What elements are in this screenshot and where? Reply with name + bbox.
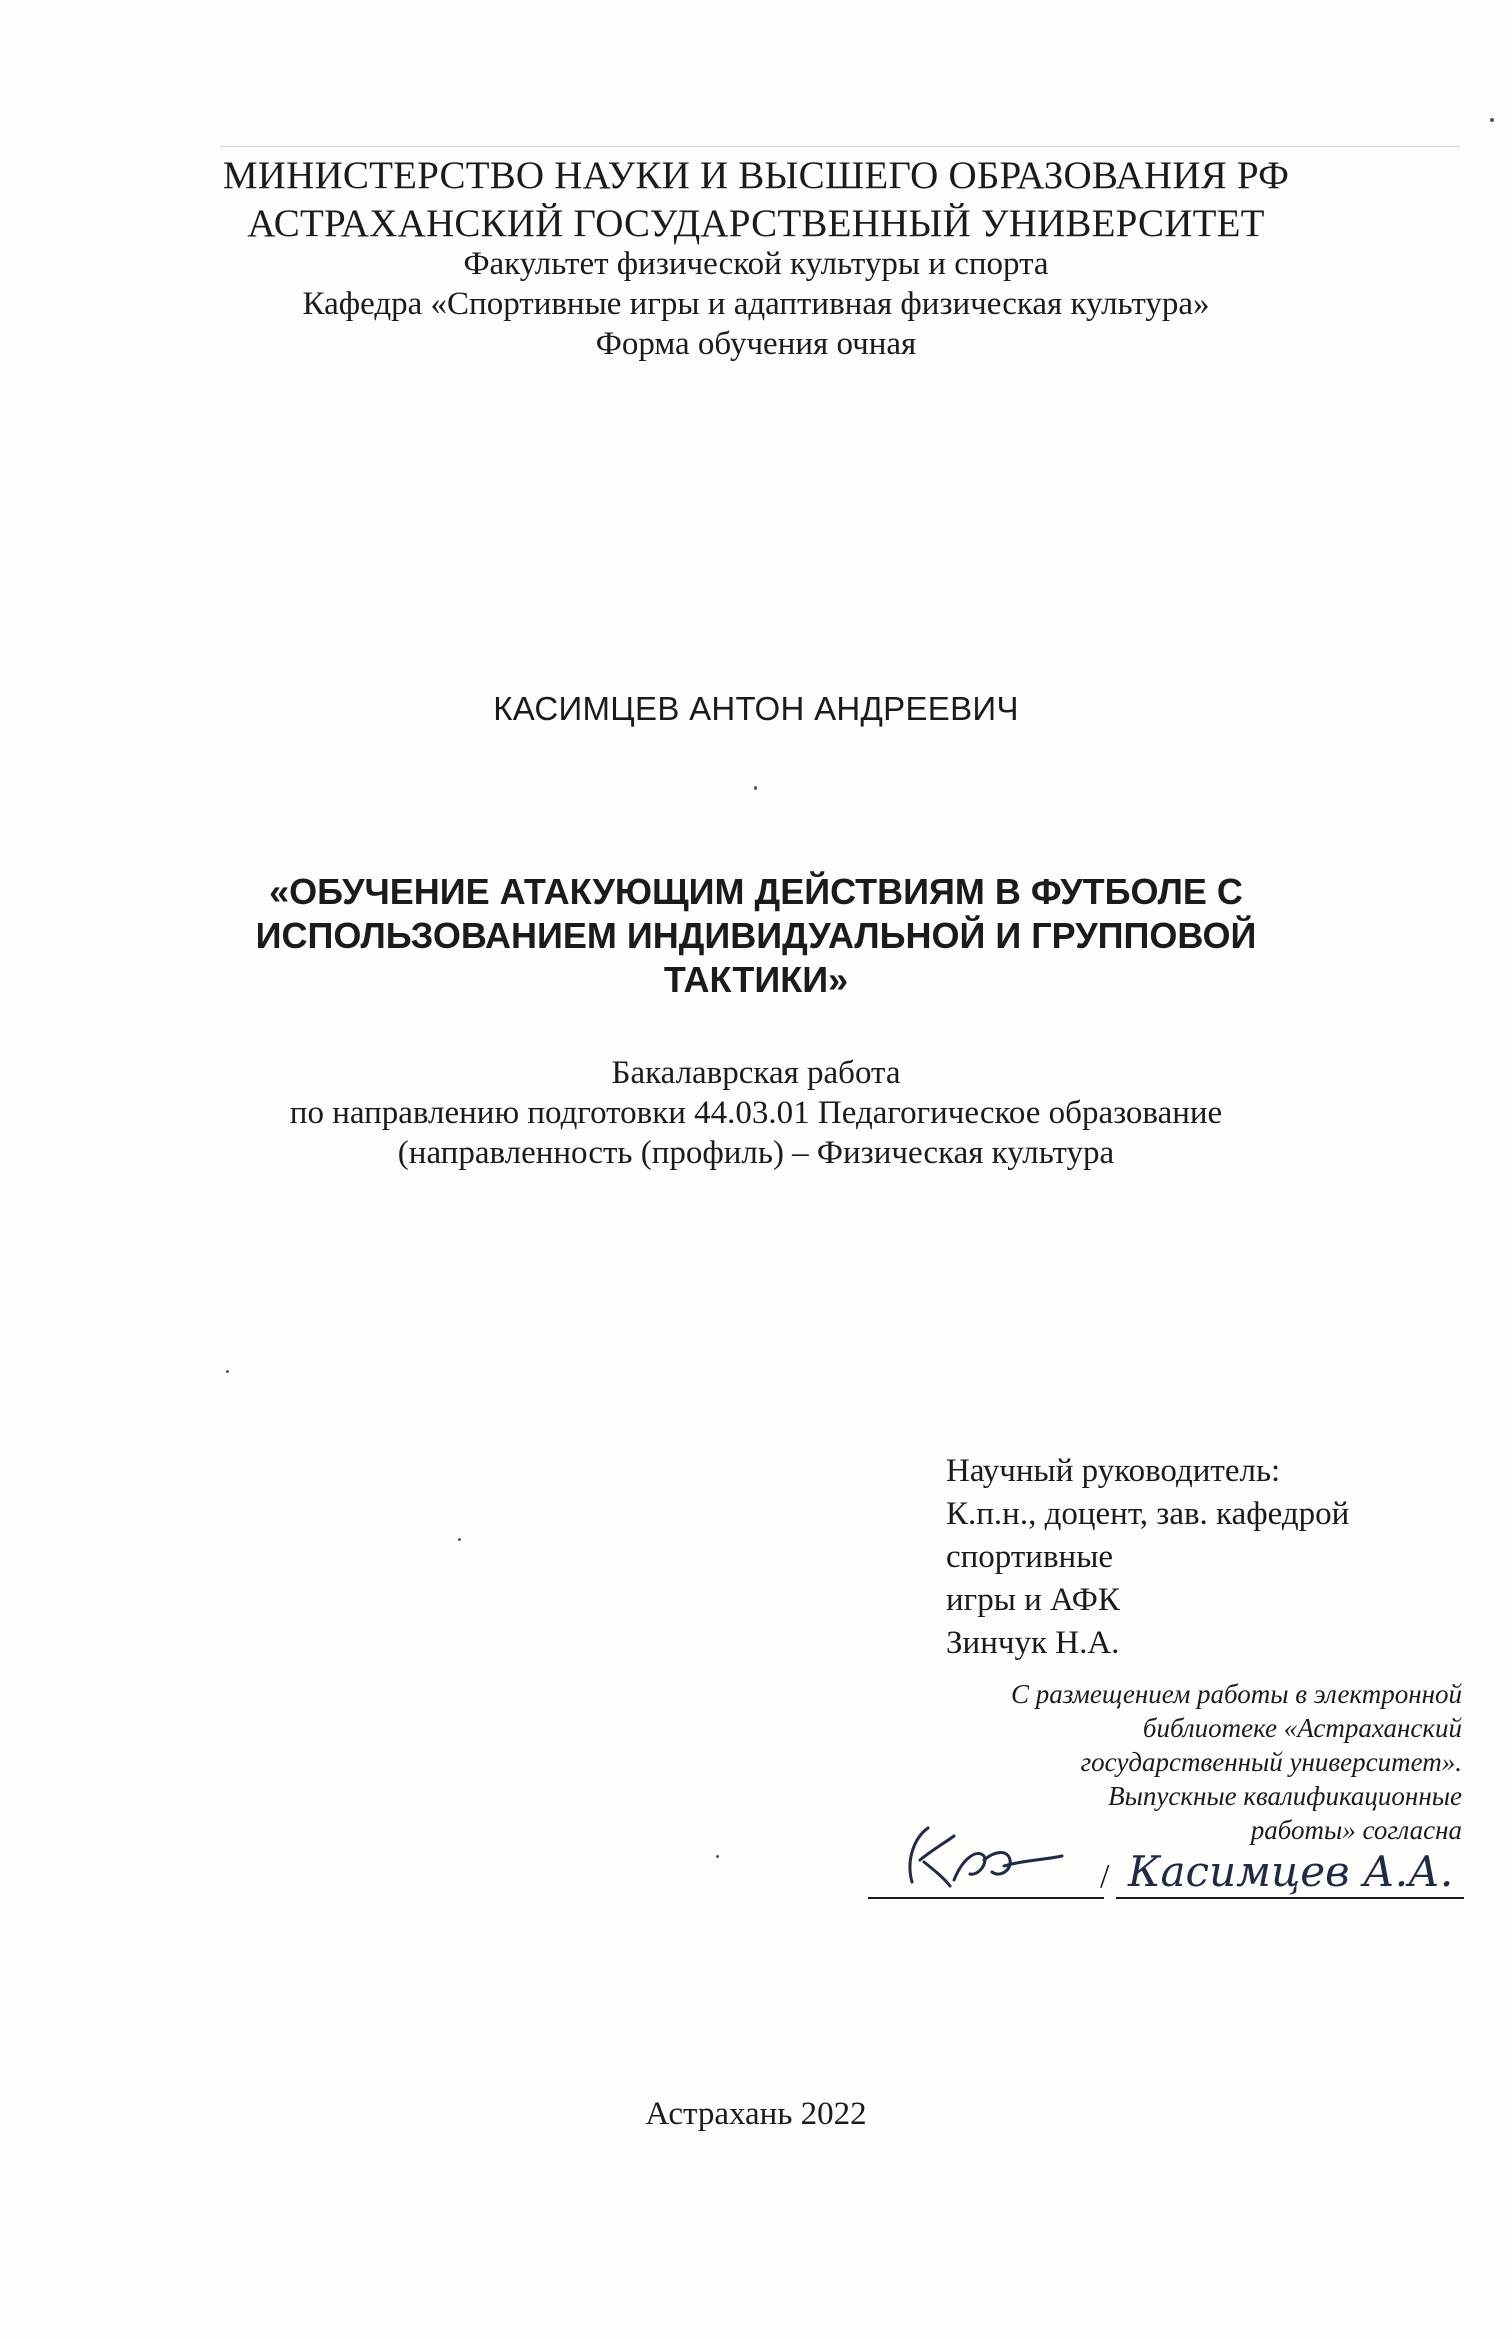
city-year: Астрахань 2022 (645, 2096, 867, 2132)
work-type: Бакалаврская работа (611, 1055, 901, 1091)
signature-row (864, 1828, 1464, 1908)
top-divider (220, 146, 1460, 147)
signature-mark (884, 1820, 1104, 1900)
work-direction: по направлению подготовки 44.03.01 Педагогическое образование (289, 1095, 1223, 1131)
paper-speck (226, 1370, 229, 1373)
paper-speck (1490, 118, 1494, 122)
consent-line-5: работы» согласна (1250, 1815, 1462, 1845)
name-line (1116, 1897, 1464, 1899)
supervisor-block (946, 1450, 1349, 1665)
consent-line-3: государственный университет». (1080, 1747, 1462, 1777)
signature-separator: / (1100, 1858, 1110, 1895)
thesis-title (200, 870, 1312, 1002)
signature-line (868, 1897, 1104, 1899)
header-faculty (0, 244, 1512, 364)
handwritten-name-text: Касимцев А.А. (1128, 1847, 1454, 1896)
department-line: Кафедра «Спортивные игры и адаптивная физическая культура» (302, 286, 1210, 322)
supervisor-position-2: спортивные (946, 1539, 1114, 1575)
ministry-line: МИНИСТЕРСТВО НАУКИ И ВЫСШЕГО ОБРАЗОВАНИЯ РФ (222, 154, 1290, 197)
header-institution (0, 152, 1512, 248)
supervisor-name: Зинчук Н.А. (946, 1625, 1120, 1661)
title-line-1: «ОБУЧЕНИЕ АТАКУЮЩИМ ДЕЙСТВИЯМ В ФУТБОЛЕ С (269, 871, 1243, 912)
supervisor-position-3: игры и АФК (946, 1582, 1120, 1618)
consent-line-4: Выпускные квалификационные (1108, 1781, 1462, 1811)
supervisor-label: Научный руководитель: (946, 1453, 1281, 1489)
work-description (0, 1053, 1512, 1173)
paper-speck (716, 1855, 719, 1858)
university-line: АСТРАХАНСКИЙ ГОСУДАРСТВЕННЫЙ УНИВЕРСИТЕТ (247, 202, 1265, 245)
faculty-line: Факультет физической культуры и спорта (463, 246, 1049, 282)
title-line-3: ТАКТИКИ» (663, 959, 849, 1000)
title-line-2: ИСПОЛЬЗОВАНИЕМ ИНДИВИДУАЛЬНОЙ И ГРУППОВОЙ (255, 915, 1257, 956)
author-name: КАСИМЦЕВ АНТОН АНДРЕЕВИЧ (493, 690, 1019, 727)
paper-speck (458, 1538, 461, 1541)
supervisor-position-1: К.п.н., доцент, зав. кафедрой (946, 1496, 1350, 1532)
handwritten-name (1122, 1828, 1462, 1908)
paper-speck (754, 786, 757, 790)
consent-line-2: библиотеке «Астраханский (1142, 1713, 1462, 1743)
consent-line-1: С размещением работы в электронной (1010, 1679, 1462, 1709)
work-profile: (направленность (профиль) – Физическая культура (397, 1135, 1115, 1171)
study-form-line: Форма обучения очная (595, 326, 917, 362)
